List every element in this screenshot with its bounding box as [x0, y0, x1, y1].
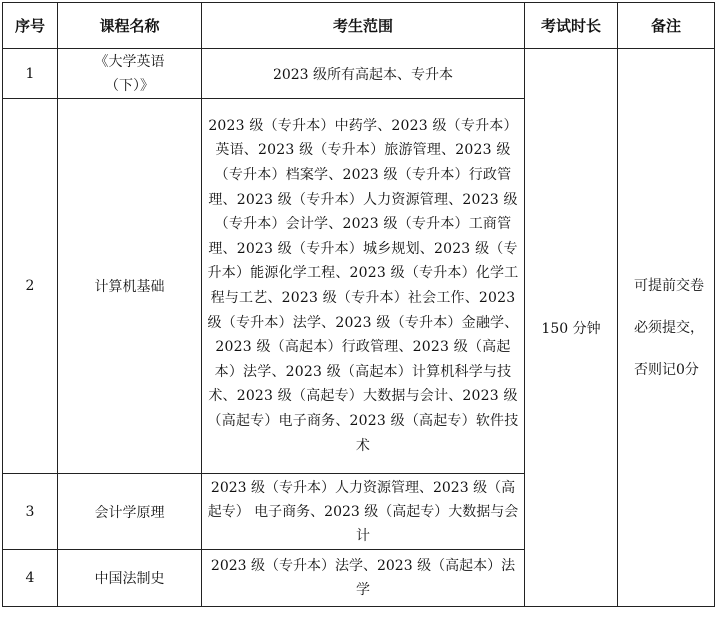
course-name: 会计学原理 [58, 474, 202, 550]
candidate-scope: 2023 级（专升本）中药学、2023 级（专升本）英语、2023 级（专升本）旅游管理、2023 级（专升本）档案学、2023 级（专升本）行政管理、2023 级（专升本）人力资源管理、2023 级（专升本）会计学、2023 级（专升本）工商管理、2023 级（专升本）城乡规划、2023 级（专升本）能源化学工程、2023 级（专升本）化学工程与工艺、2023 级（专升本）社会工作、2023 级（专升本）法学、2023 级（专升本）金融学、2023 级（高起本）行政管理、2023 级（高起本）法学、2023 级（高起本）计算机科学与技术、2023 级（高起专）大数据与会计、2023 级（高起专）电子商务、2023 级（高起专）软件技术 [202, 99, 525, 474]
course-name: 计算机基础 [58, 99, 202, 474]
header-row [3, 3, 715, 49]
note-text: 可提前交卷必须提交，否则记0分 [634, 277, 704, 378]
header-course-name: 课程名称 [58, 3, 202, 49]
exam-duration: 150 分钟 [525, 49, 618, 607]
header-note: 备注 [618, 3, 715, 49]
row-index: 1 [3, 49, 58, 99]
row-index: 3 [3, 474, 58, 550]
header-exam-duration: 考试时长 [525, 3, 618, 49]
table-row [3, 49, 715, 99]
candidate-scope: 2023 级所有高起本、专升本 [202, 49, 525, 99]
course-name: 《大学英语（下）》 [58, 49, 202, 99]
note [618, 49, 715, 607]
row-index: 4 [3, 550, 58, 607]
header-candidate-scope: 考生范围 [202, 3, 525, 49]
exam-table [2, 2, 715, 607]
header-index: 序号 [3, 3, 58, 49]
row-index: 2 [3, 99, 58, 474]
course-name: 中国法制史 [58, 550, 202, 607]
candidate-scope: 2023 级（专升本）法学、2023 级（高起本）法学 [202, 550, 525, 607]
candidate-scope: 2023 级（专升本）人力资源管理、2023 级（高起专） 电子商务、2023 级（高起专）大数据与会计 [202, 474, 525, 550]
